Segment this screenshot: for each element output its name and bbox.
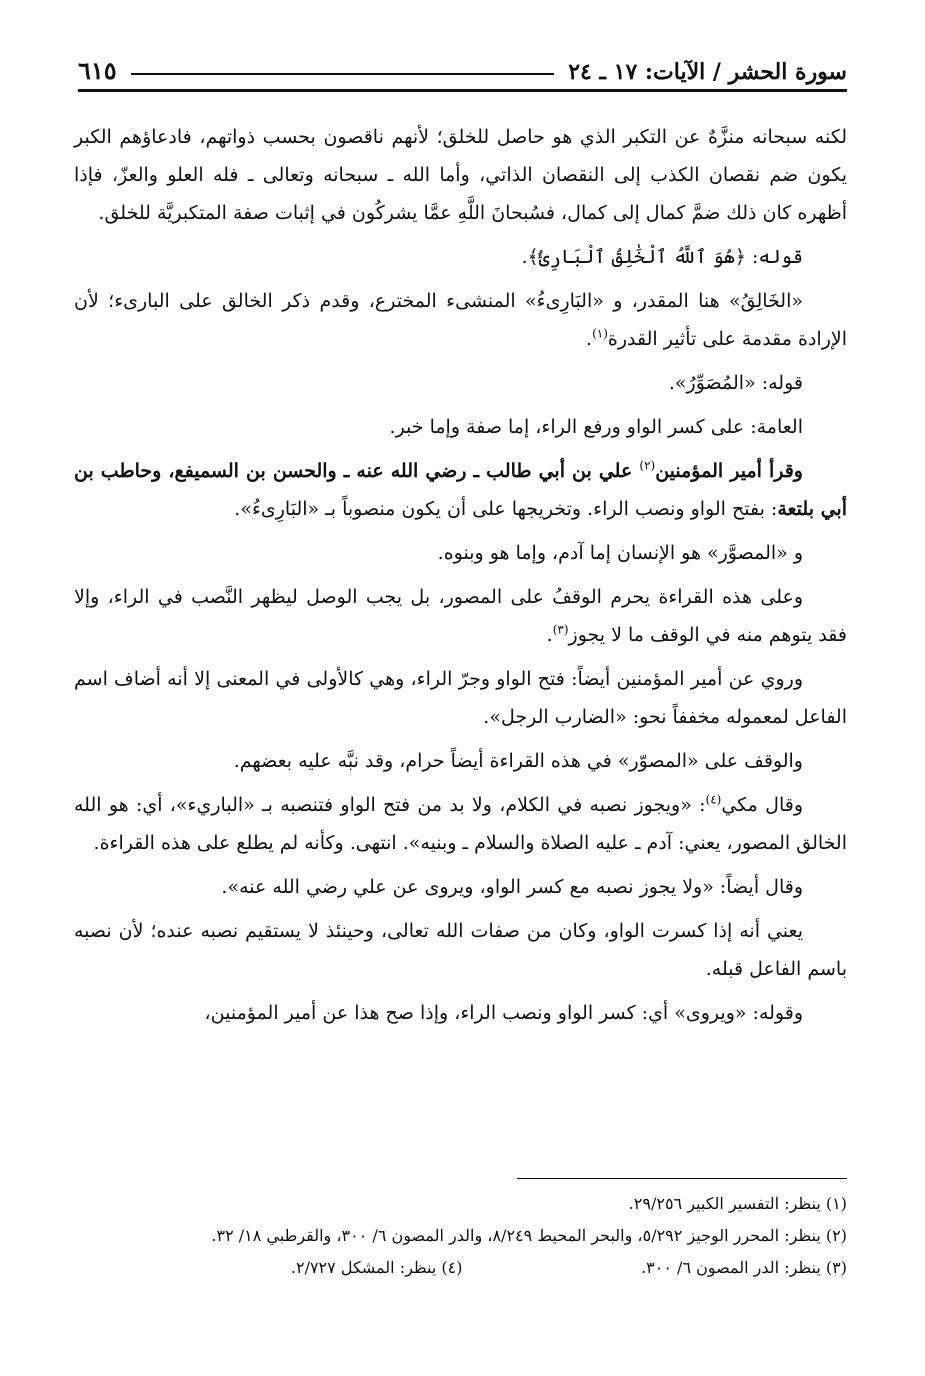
paragraph-13: يعني أنه إذا كسرت الواو، وكان من صفات الله تعالى، وحينئذ لا يستقيم نصبه عنده؛ لأن نصبه باسم الفاعل قبله. bbox=[74, 920, 847, 980]
paragraph-12: وقال أيضاً: «ولا يجوز نصبه مع كسر الواو، ويروى عن علي رضي الله عنه». bbox=[221, 876, 803, 898]
paragraph-1: لكنه سبحانه منزَّهٌ عن التكبر الذي هو حاصل للخلق؛ لأنهم ناقصون بحسب ذواتهم، فادعاؤهم الكبر يكون ضم نقصان الكذب إلى النقصان الذاتي، وأما الله ـ سبحانه وتعالى ـ فله العلو والعزّ، فإذا أظهره كان ذلك ضمَّ كمال إلى كمال، فسُبحانَ اللَّهِ عمَّا يشركُون في إثبات صفة المتكبريَّة للخلق. bbox=[74, 126, 847, 224]
footnote-ref-4: (٤) bbox=[705, 792, 722, 807]
paragraph-7: و «المصوَّر» هو الإنسان إما آدم، وإما هو وبنوه. bbox=[437, 542, 803, 564]
footnote-3: (٣) ينظر: الدر المصون ٦/ ٣٠٠. bbox=[641, 1258, 847, 1277]
footnote-divider bbox=[517, 1178, 847, 1179]
paragraph-8-text: وعلى هذه القراءة يحرم الوقفُ على المصور، بل يجب الوصل ليظهر النَّصب في الراء، وإلا فقد يتوهم منه في الوقف ما لا يجوز bbox=[74, 586, 847, 646]
paragraph-8-end: . bbox=[546, 624, 553, 646]
header-rule bbox=[131, 73, 555, 75]
paragraph-6-names: علي بن أبي طالب ـ رضي الله عنه ـ والحسن بن السميفع، وحاطب بن أبي بلتعة bbox=[74, 460, 847, 520]
paragraph-3-text: «الخَالِقُ» هنا المقدر، و «البَارِىءُ» المنشىء المخترع، وقدم ذكر الخالق على البارىء؛ لأن الإرادة مقدمة على تأثير القدرة bbox=[74, 290, 847, 350]
paragraph-6 bbox=[74, 452, 847, 528]
paragraph-5: العامة: على كسر الواو ورفع الراء، إما صفة وإما خبر. bbox=[389, 416, 803, 438]
running-title: سورة الحشر / الآيات: ١٧ ـ ٢٤ bbox=[568, 59, 847, 85]
paragraph-2: قوله: ﴿هُوَ ٱللَّهُ ٱلْخَٰلِقُ ٱلْبَارِئُ﴾. bbox=[521, 246, 803, 268]
paragraph-3-end: . bbox=[586, 328, 593, 350]
paragraph-8 bbox=[74, 578, 847, 654]
paragraph-11 bbox=[74, 786, 847, 862]
paragraph-11-lead: وقال مكي bbox=[721, 794, 803, 816]
footnotes bbox=[78, 1188, 847, 1284]
footnote-ref-2: (٢) bbox=[639, 458, 656, 473]
paragraph-4: قوله: «المُصَوِّرُ». bbox=[668, 372, 803, 394]
main-text bbox=[74, 118, 847, 1038]
footnote-ref-1: (١) bbox=[592, 326, 608, 341]
paragraph-3 bbox=[74, 282, 847, 358]
footnote-1: (١) ينظر: التفسير الكبير ٢٩/٢٥٦. bbox=[628, 1194, 847, 1213]
footnote-ref-3: (٣) bbox=[552, 622, 569, 637]
footnote-row bbox=[78, 1252, 847, 1284]
paragraph-14: وقوله: «ويروى» أي: كسر الواو ونصب الراء، وإذا صح هذا عن أمير المؤمنين، bbox=[204, 1002, 803, 1024]
paragraph-10: والوقف على «المصوّر» في هذه القراءة أيضاً حرام، وقد نبَّه عليه بعضهم. bbox=[233, 750, 803, 772]
paragraph-6-lead: وقرأ أمير المؤمنين bbox=[655, 460, 803, 482]
footnote-2: (٢) ينظر: المحرر الوجيز ٥/٢٩٢، والبحر المحيط ٨/٢٤٩، والدر المصون ٦/ ٣٠٠، والقرطبي ١٨/ ٣٢. bbox=[211, 1226, 847, 1245]
paragraph-6-rest: : بفتح الواو ونصب الراء. وتخريجها على أن يكون منصوباً بـ «البَارِىءُ». bbox=[234, 498, 778, 520]
page-number: ٦١٥ bbox=[78, 56, 117, 85]
footnote-4: (٤) ينظر: المشكل ٢/٧٢٧. bbox=[290, 1258, 463, 1277]
page-header bbox=[78, 42, 847, 92]
paragraph-9: وروي عن أمير المؤمنين أيضاً: فتح الواو وجرّ الراء، وهي كالأولى في المعنى إلا أنه أضاف اسم الفاعل لمعموله مخففاً نحو: «الضارب الرجل». bbox=[74, 668, 847, 728]
paragraph-11-rest: : «ويجوز نصبه في الكلام، ولا بد من فتح الواو فتنصبه بـ «الباريء»، أي: هو الله الخالق المصور، يعني: آدم ـ عليه الصلاة والسلام ـ وبنيه». انتهى. وكأنه لم يطلع على هذه القراءة. bbox=[74, 794, 847, 854]
